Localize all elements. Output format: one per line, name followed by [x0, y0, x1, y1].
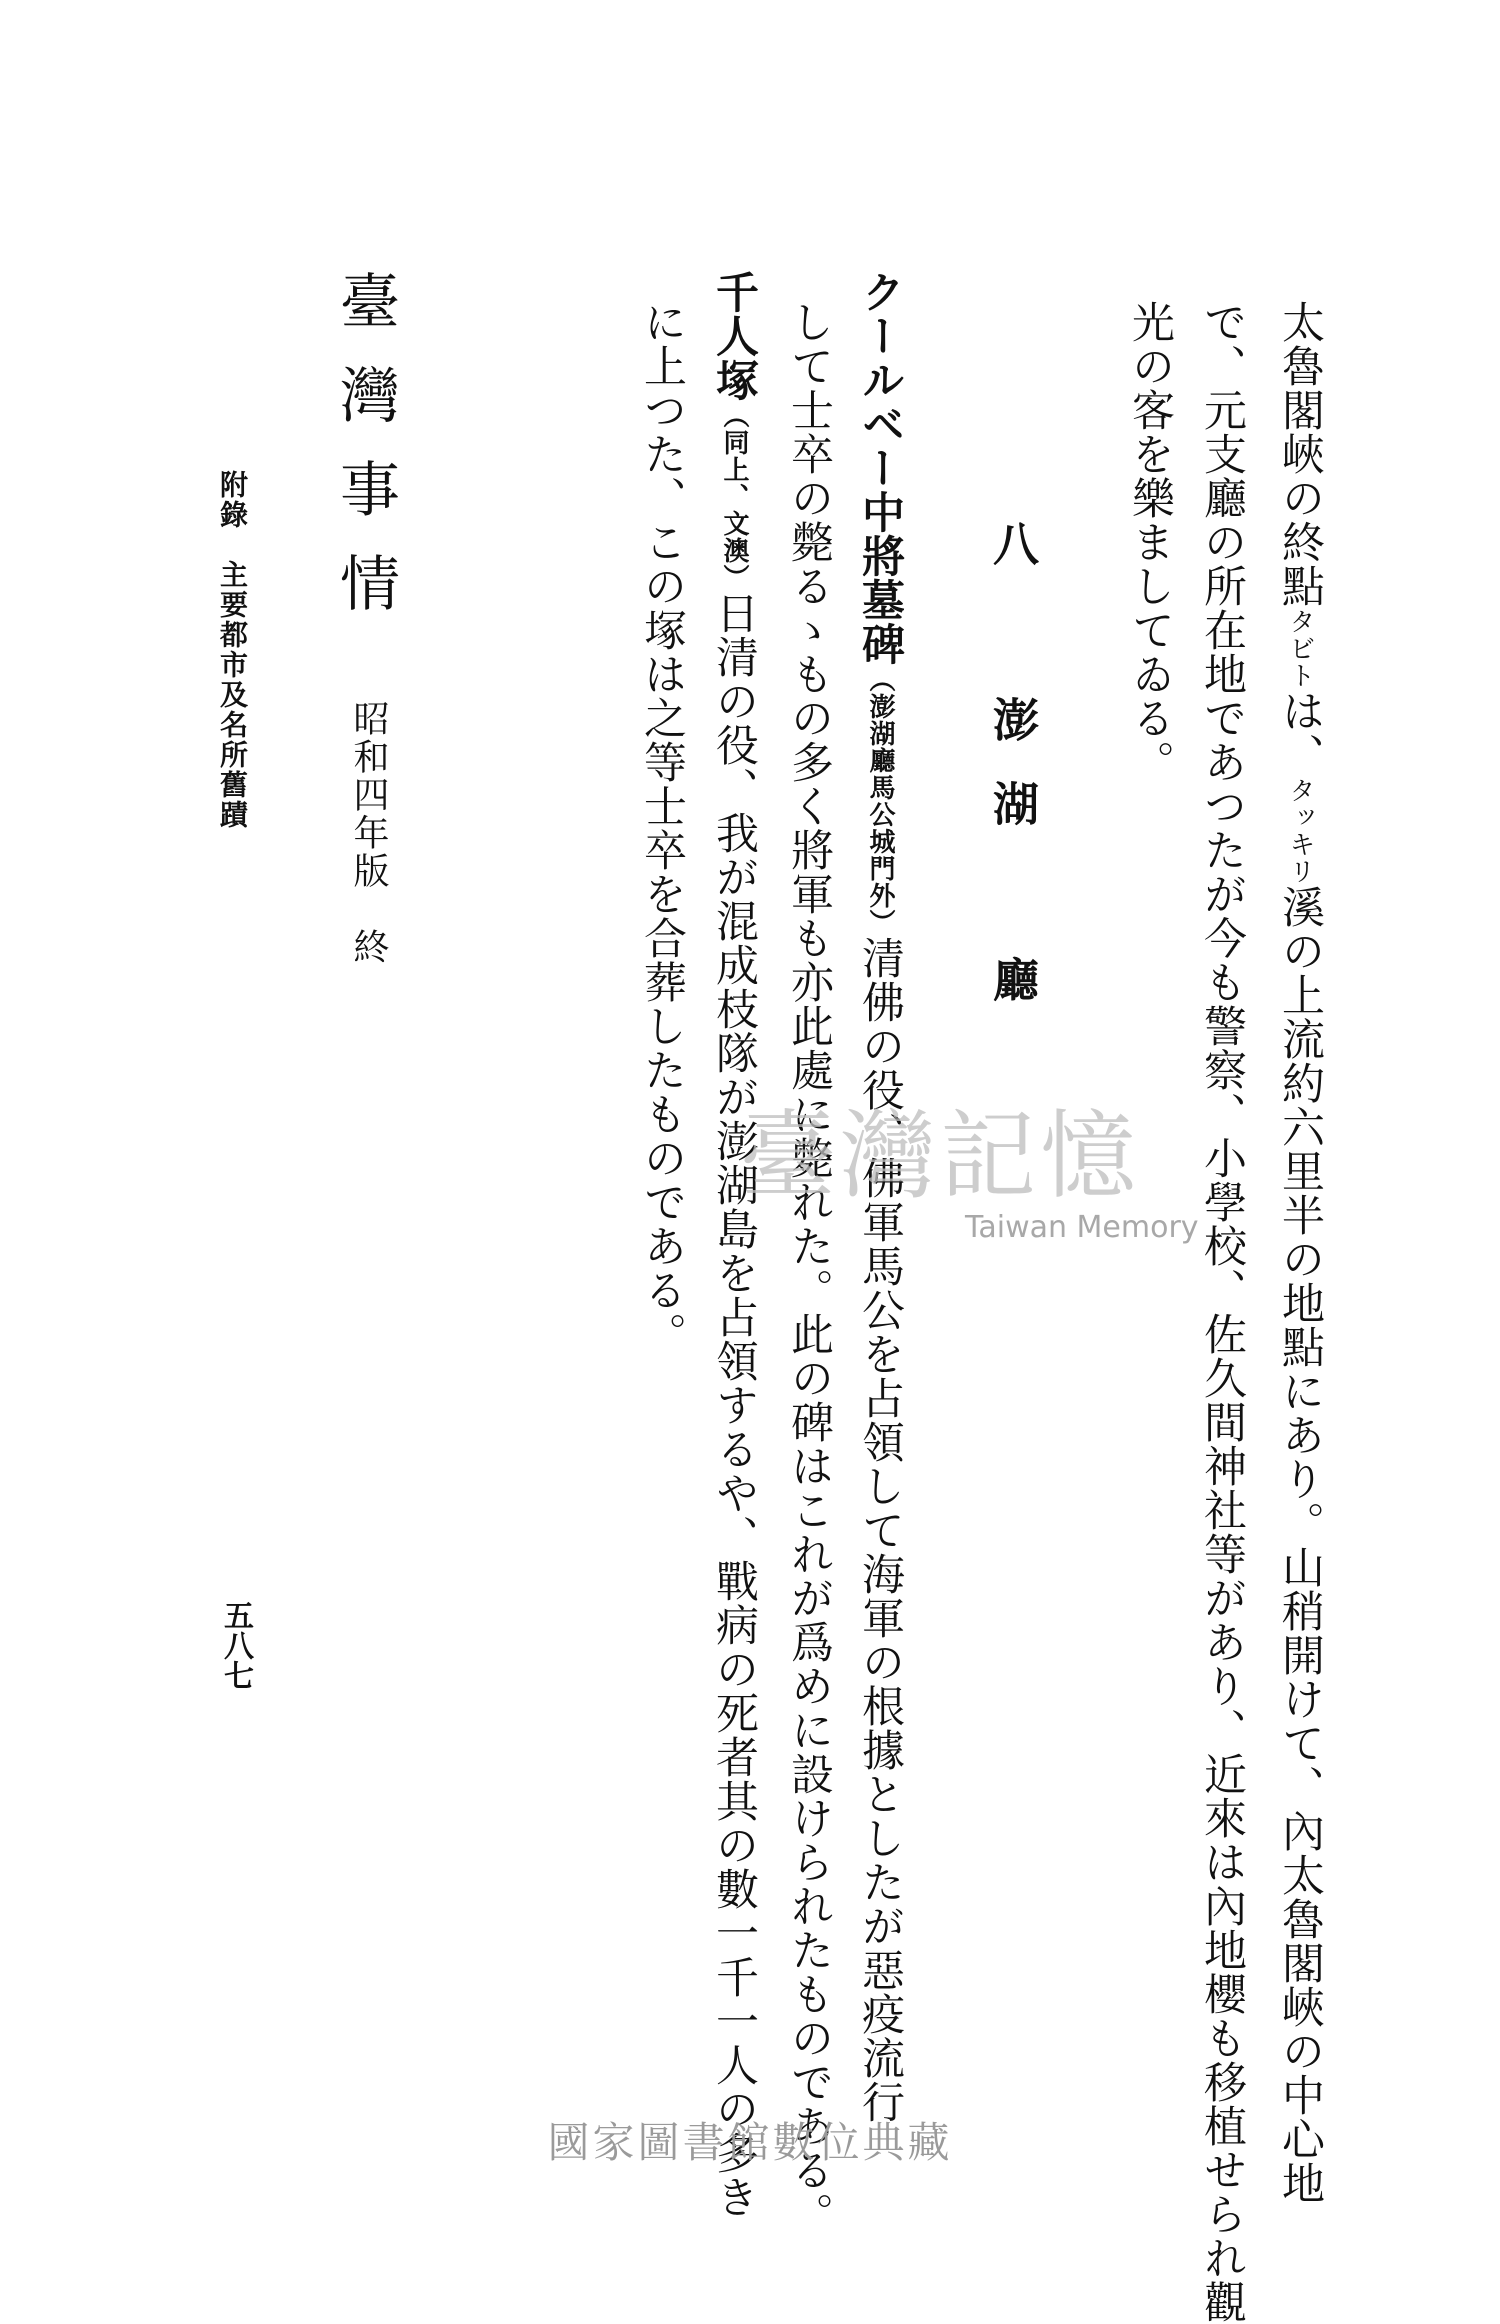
- body-column-3: 光の客を樂ましてゐる。: [1125, 300, 1175, 784]
- appendix-label: 附錄 主要都市及名所舊蹟: [216, 470, 249, 830]
- watermark-logo: 臺灣記憶: [740, 1100, 1140, 1212]
- footer-credit: 國家圖書館數位典藏: [547, 2118, 953, 2167]
- entry-location: （澎湖廳馬公城門外）: [865, 666, 895, 936]
- entry-text: 日清の役、我が混成枝隊が澎湖島を占領するや、戰病の死者其の數一千一人の多き: [709, 591, 759, 2219]
- edition-label: 昭和四年版 終: [348, 700, 389, 966]
- entry-senninzuka-column-2: に上つた、この塚は之等士卒を合葬したものである。: [637, 300, 687, 1356]
- text: 太魯閣峽の終點: [1275, 300, 1325, 608]
- ruby-text: タッキリ: [1285, 777, 1315, 885]
- entry-text: 清佛の役、佛軍馬公を占領して海軍の根據としたが惡疫流行: [855, 936, 905, 2124]
- text: 溪の上流約六里半の地點にあり。山稍開けて、內太魯閣峽の中心地: [1275, 885, 1325, 2205]
- entry-senninzuka-column-1: [709, 270, 759, 2219]
- entry-heading: 千人塚: [709, 270, 759, 402]
- section-heading: 八 澎湖 廳: [986, 520, 1040, 1040]
- entry-location: （同上、文澳）: [719, 402, 749, 591]
- entry-kourbet-column-2: して士卒の斃るゝもの多く將軍も亦此處に斃れた。此の碑はこれが爲めに設けられたものである。: [784, 300, 834, 2236]
- ruby-text: タビト: [1285, 608, 1315, 689]
- page-number: 五八七: [218, 1600, 253, 1690]
- watermark-subtitle: Taiwan Memory: [965, 1210, 1199, 1245]
- body-column-2: で、元支廳の所在地であつたが今も警察、小學校、佐久間神社等があり、近來は內地櫻も移植せられ觀: [1197, 300, 1247, 2324]
- body-column-1: [1275, 300, 1325, 2205]
- entry-heading: クールベー中將墓碑: [855, 270, 905, 666]
- book-title: 臺灣事情: [330, 270, 400, 646]
- text: は、: [1275, 689, 1325, 777]
